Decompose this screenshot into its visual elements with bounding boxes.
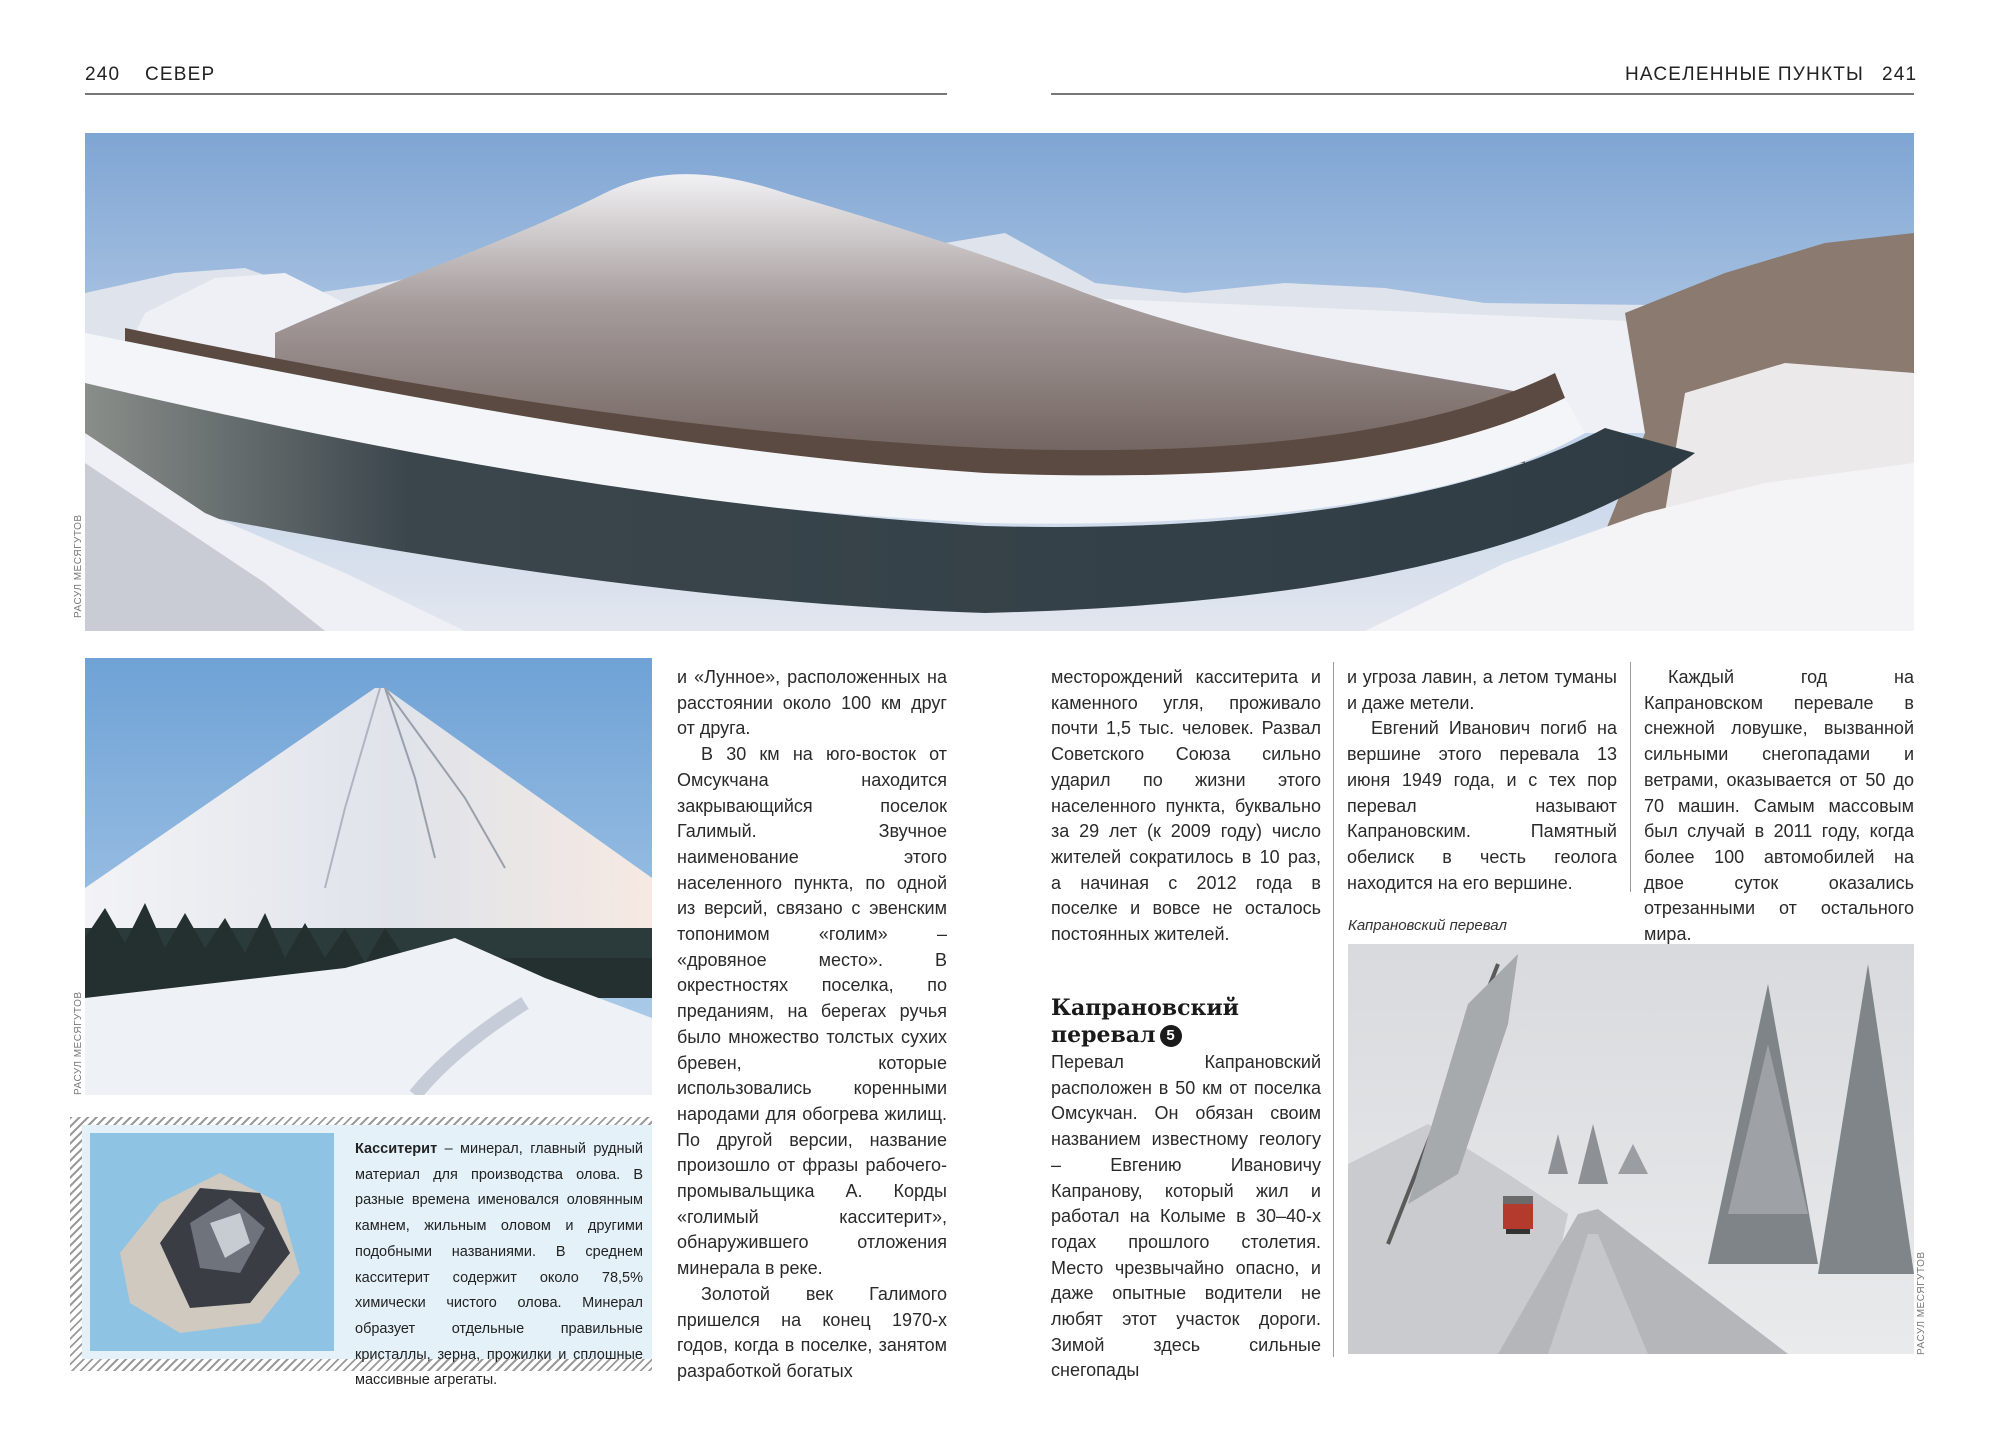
right-header-rule [1051,93,1914,95]
kapranovsky-pass-heading [1051,995,1321,1049]
paragraph: Каждый год на Капрановском перевале в снежной ловушке, вызванной сильными снегопадами и ветрами, оказывается от 50 до 70 машин. Самым массовым был случай в 2011 году, когда более 100 автомобилей на двое суток оказались отрезанными от остального мира. [1644,667,1914,945]
right-page-number: 241 [1882,64,1918,85]
paragraph: Евгений Иванович погиб на вершине этого перевала 13 июня 1949 года, и с тех пор перевал называют Капрановским. Памятный обелиск в честь геолога находится на его вершине. [1347,718,1617,893]
text-column-middle-2 [1051,1050,1321,1384]
panorama-river-photo [85,133,1914,631]
panorama-photo-credit: РАСУЛ МЕСЯГУТОВ [73,514,84,618]
left-header-rule [85,93,947,95]
road-photo-caption: Капрановский перевал [1348,917,1507,934]
text-column-middle [1051,665,1321,948]
column-divider [1630,662,1631,892]
paragraph: месторождений касситерита и каменного угля, проживало почти 1,5 тыс. человек. Развал Советского Союза сильно ударил по жизни этого населенного пункта, буквально за 29 лет (к 2009 году) число жителей сократилось в 10 раз, а начиная с 2012 года в поселке и вовсе не осталось постоянных жителей. [1051,667,1321,945]
infobox-text [355,1137,643,1394]
cone-photo-credit: РАСУЛ МЕСЯГУТОВ [73,991,84,1095]
cassiterite-infobox [70,1117,652,1389]
heading-line-1: Капрановский [1051,995,1239,1021]
heading-line-2: перевал [1051,1022,1156,1048]
text-column-right-b [1644,665,1914,948]
infobox-term: Касситерит [355,1141,438,1157]
left-section-title: СЕВЕР [145,64,216,85]
left-page-number: 240 [85,64,121,85]
snowy-road-photo [1348,944,1914,1354]
cone-mountain-photo [85,658,652,1095]
right-section-title: НАСЕЛЕННЫЕ ПУНКТЫ [1625,64,1865,85]
paragraph: и угроза лавин, а летом туманы и даже метели. [1347,667,1617,713]
map-number-badge: 5 [1160,1025,1182,1047]
cassiterite-mineral-photo [90,1133,334,1351]
paragraph: Перевал Капрановский расположен в 50 км от поселка Омсукчан. Он обязан своим названием известному геологу – Евгению Ивановичу Капранову, который жил и работал на Колыме в 30–40-х годах прошлого столетия. Место чрезвычайно опасно, и даже опытные водители не любят этот участок дороги. Зимой здесь сильные снегопады [1051,1052,1321,1381]
infobox-body: – минерал, главный рудный материал для производства олова. В разные времена именовался оловянным камнем, жильным оловом и другими подобными названиями. В среднем касситерит содержит около 78,5% химически чистого олова. Минерал образует отдельные правильные кристаллы, зерна, прожилки и сплошные массивные агрегаты. [355,1141,643,1389]
road-photo-credit: РАСУЛ МЕСЯГУТОВ [1916,1251,1927,1355]
column-divider [1333,662,1334,1357]
paragraph: В 30 км на юго-восток от Омсукчана находится закрывающийся поселок Галимый. Звучное наименование этого населенного пункта, по одной из версий, связано с эвенским топонимом «голим» – «дровяное место». В окрестностях поселка, по преданиям, на берегах ручья было множество толстых сухих бревен, которые использовались коренными народами для обогрева жилищ. По другой версии, название произошло от фразы рабочего-промывальщика А. Корды «голимый касситерит», обнаружившего отложения минерала в реке. [677,744,947,1279]
infobox-inner [82,1125,652,1389]
text-column-left [677,665,947,1385]
text-column-right-a [1347,665,1617,896]
paragraph: Золотой век Галимого пришелся на конец 1970-х годов, когда в поселке, занятом разработкой богатых [677,1283,947,1381]
paragraph: и «Лунное», расположенных на расстоянии около 100 км друг от друга. [677,667,947,739]
